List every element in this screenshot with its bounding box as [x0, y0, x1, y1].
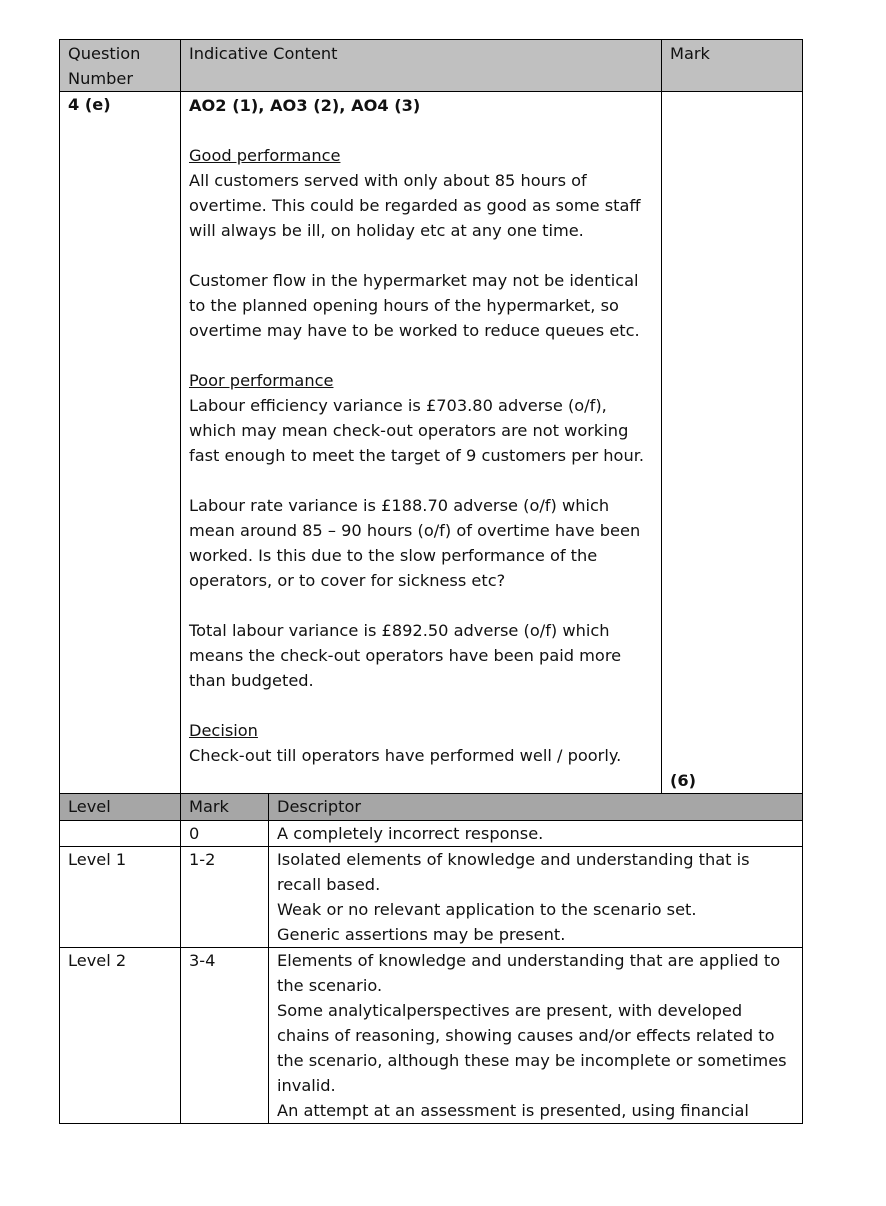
descriptor-line: Isolated elements of knowledge and understanding that is recall based. — [277, 850, 750, 894]
level-row — [60, 847, 803, 948]
section-heading-poor: Poor performance — [189, 371, 334, 390]
descriptor-line: Elements of knowledge and understanding that are applied to the scenario. — [277, 951, 781, 995]
level-mark: 0 — [181, 821, 269, 847]
question-number: 4 (e) — [60, 92, 181, 794]
level-table-header — [60, 794, 803, 821]
level-label: Level 2 — [60, 948, 181, 1124]
level-mark: 3-4 — [181, 948, 269, 1124]
question-row — [60, 92, 803, 794]
header-indicative-content: Indicative Content — [181, 40, 662, 92]
level-descriptor — [269, 948, 803, 1124]
section-heading-decision: Decision — [189, 721, 258, 740]
header-level: Level — [60, 794, 181, 821]
descriptor-line: Weak or no relevant application to the scenario set. — [277, 900, 697, 919]
assessment-objectives: AO2 (1), AO3 (2), AO4 (3) — [189, 96, 421, 115]
descriptor-line: An attempt at an assessment is presented, using financial — [277, 1101, 749, 1120]
question-table-header — [60, 40, 803, 92]
descriptor-line: Generic assertions may be present. — [277, 925, 566, 944]
good-paragraph-1: All customers served with only about 85 hours of overtime. This could be regarded as good as some staff will always be ill, on holiday etc at any one time. — [189, 171, 641, 240]
mark-cell — [662, 92, 803, 794]
poor-paragraph-1: Labour efficiency variance is £703.80 adverse (o/f), which may mean check-out operators are not working fast enough to meet the target of 9 customers per hour. — [189, 396, 645, 465]
question-table — [59, 39, 803, 794]
level-table — [59, 793, 803, 1124]
decision-paragraph: Check-out till operators have performed well / poorly. — [189, 746, 622, 765]
level-descriptor — [269, 821, 803, 847]
good-paragraph-2: Customer flow in the hypermarket may not be identical to the planned opening hours of the hypermarket, so overtime may have to be worked to reduce queues etc. — [189, 271, 640, 340]
poor-paragraph-3: Total labour variance is £892.50 adverse (o/f) which means the check-out operators have been paid more than budgeted. — [189, 621, 622, 690]
header-mark: Mark — [181, 794, 269, 821]
header-question-number: Question Number — [60, 40, 181, 92]
descriptor-line: Some analyticalperspectives are present, with developed chains of reasoning, showing causes and/or effects related to the scenario, although these may be incomplete or sometimes invalid. — [277, 1001, 787, 1095]
level-mark: 1-2 — [181, 847, 269, 948]
mark-scheme-page — [59, 39, 802, 1124]
level-label: Level 1 — [60, 847, 181, 948]
total-mark: (6) — [670, 771, 697, 790]
header-mark: Mark — [662, 40, 803, 92]
level-descriptor — [269, 847, 803, 948]
level-row — [60, 821, 803, 847]
section-heading-good: Good performance — [189, 146, 341, 165]
descriptor-line: A completely incorrect response. — [277, 824, 544, 843]
level-row — [60, 948, 803, 1124]
indicative-content — [181, 92, 662, 794]
header-descriptor: Descriptor — [269, 794, 803, 821]
poor-paragraph-2: Labour rate variance is £188.70 adverse (o/f) which mean around 85 – 90 hours (o/f) of overtime have been worked. Is this due to the slow performance of the operators, or to cover for sickness etc? — [189, 496, 641, 590]
level-label — [60, 821, 181, 847]
